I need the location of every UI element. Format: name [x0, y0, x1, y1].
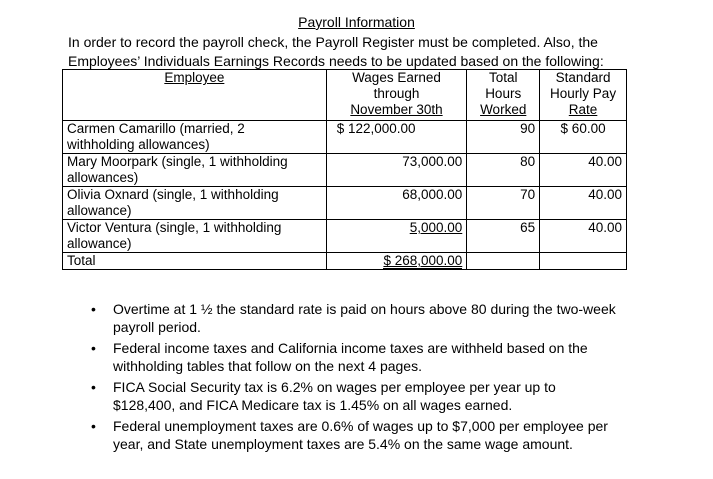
intro-paragraph: [68, 33, 668, 71]
notes-list: [91, 300, 651, 456]
list-item: • Federal income taxes and California income taxes are withheld based on the withholding tables that follow on the next 4 pages.: [91, 340, 588, 374]
employee-cell: Carmen Camarillo (married, 2 withholding allowances): [63, 121, 327, 154]
list-item: • FICA Social Security tax is 6.2% on wages per employee per year up to $128,400, and FICA Medicare tax is 1.45% on all wages earned.: [91, 379, 556, 413]
wages-cell: $ 122,000.00: [326, 121, 467, 154]
hours-cell: 90: [467, 121, 540, 154]
table-row: [63, 121, 627, 154]
total-rate-empty: [540, 253, 627, 270]
bullet-icon: •: [91, 340, 96, 356]
wages-cell: 5,000.00: [326, 220, 467, 253]
total-row: [63, 253, 627, 270]
total-hours-empty: [467, 253, 540, 270]
bullet-icon: •: [91, 418, 96, 434]
intro-line: Employees’ Individuals Earnings Records needs to be updated based on the following:: [68, 53, 604, 69]
employee-cell: Mary Moorpark (single, 1 withholding allowances): [63, 154, 327, 187]
employee-cell: Victor Ventura (single, 1 withholding allowance): [63, 220, 327, 253]
list-item: • Overtime at 1 ½ the standard rate is paid on hours above 80 during the two-week payroll period.: [91, 301, 616, 335]
hours-cell: 80: [467, 154, 540, 187]
header-employee: Employee: [63, 70, 327, 121]
rate-cell: 40.00: [540, 187, 627, 220]
table-row: [63, 220, 627, 253]
table-row: [63, 187, 627, 220]
page-title: Payroll Information: [298, 14, 415, 30]
list-item: • Federal unemployment taxes are 0.6% of wages up to $7,000 per employee per year, and State unemployment taxes are 5.4% on the same wage amount.: [91, 418, 608, 452]
header-hours: Total Hours Worked: [467, 70, 540, 121]
header-wages: Wages Earned through November 30th: [326, 70, 467, 121]
bullet-icon: •: [91, 379, 96, 395]
hours-cell: 70: [467, 187, 540, 220]
rate-cell: 40.00: [540, 154, 627, 187]
wages-cell: 73,000.00: [326, 154, 467, 187]
rate-cell: $ 60.00: [540, 121, 627, 154]
table-row: [63, 154, 627, 187]
intro-line: In order to record the payroll check, the Payroll Register must be completed. Also, the: [68, 34, 598, 50]
total-wages: $ 268,000.00: [326, 253, 467, 270]
hours-cell: 65: [467, 220, 540, 253]
payroll-table: [62, 69, 627, 270]
table-header-row: [63, 70, 627, 121]
wages-cell: 68,000.00: [326, 187, 467, 220]
bullet-icon: •: [91, 301, 96, 317]
employee-cell: Olivia Oxnard (single, 1 withholding allowance): [63, 187, 327, 220]
rate-cell: 40.00: [540, 220, 627, 253]
total-label: Total: [63, 253, 327, 270]
header-rate: Standard Hourly Pay Rate: [540, 70, 627, 121]
